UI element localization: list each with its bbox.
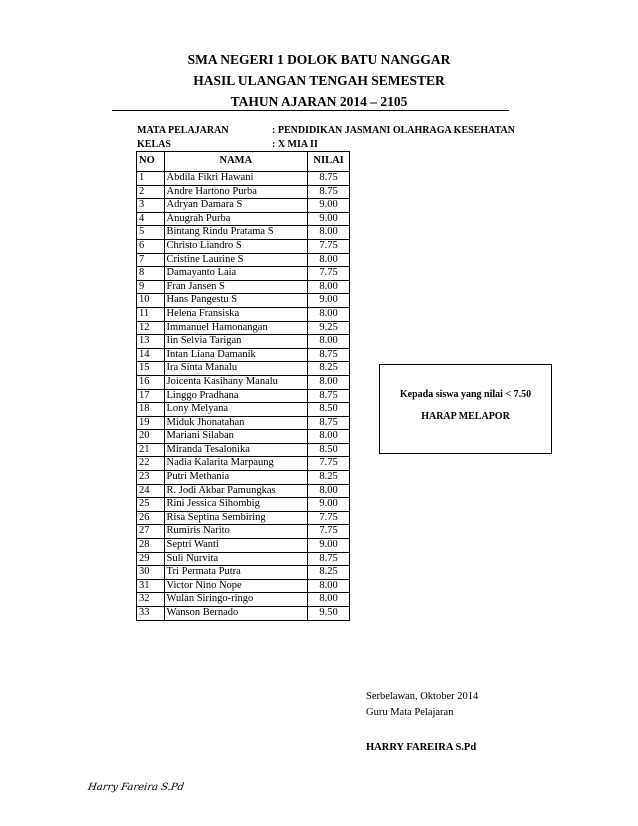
table-row [137,348,350,362]
cell-name: Risa Septina Sembiring [164,511,308,525]
cell-name: Andre Hartono Purba [164,185,308,199]
signature-name: HARRY FAREIRA S.Pd [366,742,477,753]
table-row [137,389,350,403]
cell-score: 7.75 [308,525,350,539]
cell-no: 14 [137,348,165,362]
cell-no: 30 [137,566,165,580]
cell-no: 21 [137,443,165,457]
cell-score: 9.00 [308,199,350,213]
cell-score: 8.00 [308,253,350,267]
cell-name: Rumiris Narito [164,525,308,539]
signature-place-date: Serbelawan, Oktober 2014 [366,691,479,702]
table-row [137,375,350,389]
cell-name: Wulan Siringo-ringo [164,593,308,607]
column-header-name: NAMA [164,152,308,172]
cell-no: 15 [137,362,165,376]
cell-score: 8.75 [308,552,350,566]
class-label: KELAS [137,139,171,150]
cell-no: 8 [137,267,165,281]
cell-score: 8.00 [308,579,350,593]
cell-name: Intan Liana Damanik [164,348,308,362]
cell-no: 9 [137,280,165,294]
cell-name: Miranda Tesalonika [164,443,308,457]
table-row [137,539,350,553]
cell-no: 12 [137,321,165,335]
cell-score: 8.75 [308,348,350,362]
cell-no: 26 [137,511,165,525]
cell-name: Cristine Laurine S [164,253,308,267]
cell-score: 8.00 [308,430,350,444]
cell-score: 9.25 [308,321,350,335]
table-row [137,212,350,226]
table-row [137,579,350,593]
table-row [137,552,350,566]
cell-name: Mariani Silaban [164,430,308,444]
notice-box [379,364,552,454]
cell-no: 1 [137,172,165,186]
academic-year: TAHUN AJARAN 2014 – 2105 [230,94,408,109]
table-header-row [137,152,350,172]
cell-no: 10 [137,294,165,308]
cell-name: Anugrah Purba [164,212,308,226]
cell-name: Rini Jessica Sihombig [164,498,308,512]
cell-no: 13 [137,335,165,349]
cell-name: Septri Wanti [164,539,308,553]
table-row [137,566,350,580]
exam-title: HASIL ULANGAN TENGAH SEMESTER [193,73,445,88]
score-table [136,151,350,621]
cell-no: 29 [137,552,165,566]
table-row [137,511,350,525]
cell-name: Hans Pangestu S [164,294,308,308]
subject-label: MATA PELAJARAN [137,125,229,136]
table-row [137,280,350,294]
cell-no: 23 [137,471,165,485]
table-row [137,199,350,213]
table-row [137,253,350,267]
cell-no: 31 [137,579,165,593]
cell-name: Fran Jansen S [164,280,308,294]
cell-name: Wanson Bernado [164,607,308,621]
cell-score: 9.00 [308,212,350,226]
cell-score: 7.75 [308,511,350,525]
cell-score: 9.00 [308,294,350,308]
cell-score: 8.00 [308,335,350,349]
cell-no: 33 [137,607,165,621]
cell-no: 19 [137,416,165,430]
cell-no: 7 [137,253,165,267]
table-row [137,593,350,607]
cell-name: Iin Selvia Tarigan [164,335,308,349]
table-row [137,362,350,376]
cell-name: Helena Fransiska [164,307,308,321]
cell-no: 28 [137,539,165,553]
cell-no: 6 [137,239,165,253]
notice-threshold-text: Kepada siswa yang nilai < 7.50 [399,389,532,400]
cell-score: 8.00 [308,280,350,294]
cell-no: 20 [137,430,165,444]
column-header-no: NO [137,152,165,172]
cell-name: Christo Liandro S [164,239,308,253]
table-row [137,607,350,621]
table-row [137,471,350,485]
cell-score: 9.50 [308,607,350,621]
cell-name: Putri Methania [164,471,308,485]
subject-value: : PENDIDIKAN JASMANI OLAHRAGA KESEHATAN [272,125,515,136]
cell-name: Damayanto Laia [164,267,308,281]
table-row [137,335,350,349]
table-row [137,294,350,308]
table-row [137,403,350,417]
cell-no: 11 [137,307,165,321]
cell-score: 8.75 [308,172,350,186]
cell-name: Adryan Damara S [164,199,308,213]
table-row [137,239,350,253]
cell-name: Ira Sinta Manalu [164,362,308,376]
score-table-body [137,172,350,621]
cell-name: Abdila Fikri Hawani [164,172,308,186]
cell-no: 3 [137,199,165,213]
column-header-score: NILAI [308,152,350,172]
cell-score: 8.00 [308,226,350,240]
cell-name: Suli Nurvita [164,552,308,566]
cell-score: 8.00 [308,307,350,321]
table-row [137,484,350,498]
cell-no: 32 [137,593,165,607]
cell-score: 8.50 [308,443,350,457]
cell-score: 8.75 [308,389,350,403]
cell-no: 18 [137,403,165,417]
cell-no: 25 [137,498,165,512]
cell-name: Victor Nino Nope [164,579,308,593]
header-divider [112,110,509,111]
notice-report-text: HARAP MELAPOR [421,411,510,422]
cell-score: 7.75 [308,267,350,281]
cell-score: 7.75 [308,457,350,471]
cell-score: 8.25 [308,362,350,376]
table-row [137,443,350,457]
table-row [137,321,350,335]
table-row [137,457,350,471]
cell-no: 24 [137,484,165,498]
cell-score: 8.00 [308,593,350,607]
cell-name: Linggo Pradhana [164,389,308,403]
table-row [137,525,350,539]
cell-score: 9.00 [308,539,350,553]
cell-name: Lony Melyana [164,403,308,417]
cell-name: Tri Permata Putra [164,566,308,580]
cell-name: R. Jodi Akbar Pamungkas [164,484,308,498]
table-row [137,267,350,281]
cell-score: 8.75 [308,185,350,199]
cell-name: Bintang Rindu Pratama S [164,226,308,240]
cell-score: 8.00 [308,484,350,498]
cell-score: 8.25 [308,566,350,580]
school-name: SMA NEGERI 1 DOLOK BATU NANGGAR [187,52,451,67]
table-row [137,226,350,240]
class-value: : X MIA II [272,139,318,150]
cell-no: 5 [137,226,165,240]
table-row [137,416,350,430]
cell-score: 9.00 [308,498,350,512]
cell-no: 16 [137,375,165,389]
cell-name: Immanuel Hamonangan [164,321,308,335]
handwritten-signature: Harry Fareira S.Pd [87,782,185,793]
table-row [137,307,350,321]
table-row [137,185,350,199]
table-row [137,172,350,186]
cell-score: 8.25 [308,471,350,485]
cell-score: 8.75 [308,416,350,430]
cell-no: 17 [137,389,165,403]
cell-name: Miduk Jhonatahan [164,416,308,430]
cell-no: 4 [137,212,165,226]
cell-name: Nadia Kalarita Marpaung [164,457,308,471]
cell-no: 27 [137,525,165,539]
table-row [137,498,350,512]
cell-name: Joicenta Kasihany Manalu [164,375,308,389]
cell-score: 7.75 [308,239,350,253]
signature-role: Guru Mata Pelajaran [366,707,454,718]
cell-no: 2 [137,185,165,199]
cell-score: 8.00 [308,375,350,389]
cell-score: 8.50 [308,403,350,417]
table-row [137,430,350,444]
cell-no: 22 [137,457,165,471]
